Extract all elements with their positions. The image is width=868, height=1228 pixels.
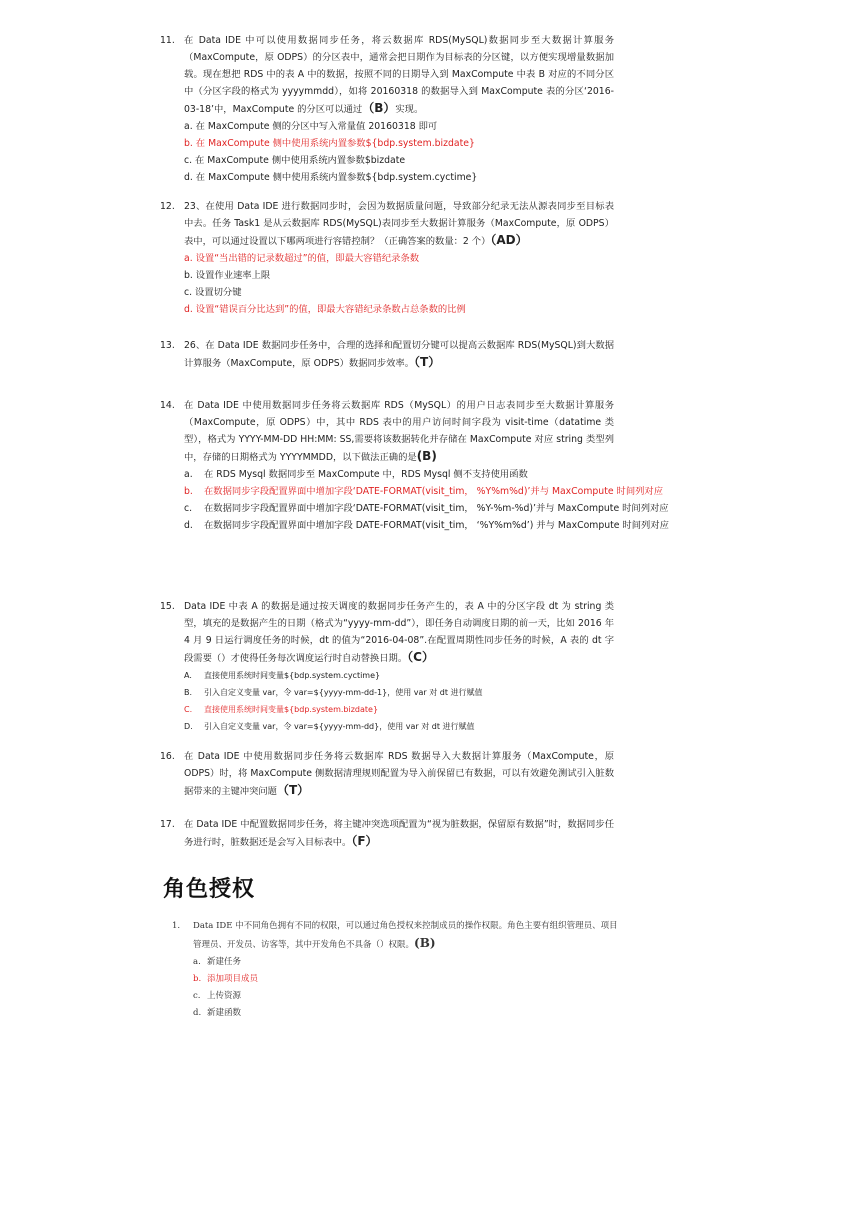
question-11: [160, 32, 614, 186]
option-b-correct: [193, 971, 622, 988]
question-15: [160, 598, 614, 735]
question-stem: Data IDE 中表 A 的数据是通过按天调度的数据同步任务产生的，表 A 中的分区字段 dt 为 string 类型，填充的是数据产生的日期（格式为“yyyy-mm-dd”），即任务自动调度日期的前一天，比如 2016 年 4 月 9 日运行调度任务的时候，dt 的值为“2016-04-08”.在配置周期性同步任务的时候，A 表的 dt 字段需要（）才使得任务每次调度运行时自动替换日期。（C）: [184, 601, 614, 664]
question-number: 16.: [160, 751, 175, 762]
option-text: 在 RDS Mysql 数据同步至 MaxCompute 中，RDS Mysql 侧不支持使用函数: [204, 469, 528, 480]
option-a-correct: a. 设置“当出错的记录数超过”的值，即最大容错纪录条数: [184, 253, 420, 264]
question-17: [160, 816, 614, 851]
option-letter: b.: [184, 486, 193, 497]
option-text: 引入自定义变量 var，令 var=${yyyy-mm-dd}，使用 var 对 dt 进行赋值: [204, 722, 475, 731]
question-number: 17.: [160, 819, 175, 830]
answer-mark: (B): [416, 449, 437, 463]
option-list: [184, 667, 614, 735]
question-16: [160, 748, 614, 800]
option-list: [184, 118, 614, 186]
option-list: [184, 466, 669, 534]
option-c: [184, 500, 669, 517]
option-text: 新建任务: [207, 957, 242, 967]
answer-mark: (B): [414, 936, 436, 950]
question-stem: 在 Data IDE 中可以使用数据同步任务，将云数据库 RDS(MySQL)数据同步至大数据计算服务（MaxCompute，原 ODPS）的分区表中，通常会把日期作为目标表的分区键，以方便实现增量数据加载。现在想把 RDS 中的表 A 中的数据，按照不同的日期导入到 MaxCompute 中表 B 对应的不同分区中（分区字段的格式为 yyyymmdd），如将 20160318 的数据导入到 MaxCompute 表的分区‘2016-03-18’中，MaxCompute 的分区可以通过（B）实现。: [184, 35, 614, 115]
question-number: 12.: [160, 201, 175, 212]
answer-mark: （AD）: [490, 233, 528, 247]
question-number: 15.: [160, 601, 175, 612]
question-12: [160, 198, 614, 318]
option-letter: A.: [184, 671, 192, 680]
question-number: 14.: [160, 400, 175, 411]
option-b-correct: [184, 483, 664, 500]
answer-mark: （F）: [351, 834, 378, 848]
option-c: c. 在 MaxCompute 侧中使用系统内置参数$bizdate: [184, 155, 406, 166]
question-14: [160, 397, 669, 534]
option-d-correct: d. 设置“错误百分比达到”的值，即最大容错纪录条数占总条数的比例: [184, 304, 466, 315]
question-stem: 26、在 Data IDE 数据同步任务中，合理的选择和配置切分键可以提高云数据库 RDS(MySQL)到大数据计算服务（MaxCompute，原 ODPS）数据同步效率。（T）: [184, 340, 614, 369]
option-text: 新建函数: [207, 1008, 242, 1018]
option-letter: a.: [193, 957, 201, 967]
question-13: [160, 337, 614, 372]
option-text: 上传资源: [207, 991, 242, 1001]
option-d: [184, 718, 614, 735]
option-text: 在数据同步字段配置界面中增加字段‘DATE-FORMAT(visit_tim， %Y-%m-%d)’并与 MaxCompute 时间列对应: [204, 503, 669, 514]
option-d: [193, 1005, 622, 1022]
option-c: [193, 988, 622, 1005]
answer-mark: （T）: [414, 355, 441, 369]
option-letter: d.: [193, 1008, 202, 1018]
section-heading: 角色授权: [163, 877, 256, 902]
option-letter: b.: [193, 974, 202, 984]
option-d: d. 在 MaxCompute 侧中使用系统内置参数${bdp.system.cyctime}: [184, 172, 478, 183]
option-b: [184, 684, 614, 701]
option-a: [184, 466, 614, 483]
option-d: [184, 517, 669, 534]
answer-mark: （T）: [276, 783, 310, 797]
option-letter: a.: [184, 469, 193, 480]
section-question-1: [172, 918, 622, 1022]
question-stem: 在 Data IDE 中使用数据同步任务将云数据库 RDS（MySQL）的用户日志表同步至大数据计算服务（MaxCompute，原 ODPS）中，其中 RDS 表中的用户访问时间字段为 visit-time（datatime 类型），格式为 YYYY-MM-DD HH:MM: SS,需要将该数据转化并存储在 MaxCompute 对应 string 类型列中，存储的日期格式为 YYYYMMDD，以下做法正确的是(B): [184, 400, 614, 463]
question-number: 11.: [160, 35, 175, 46]
option-letter: B.: [184, 688, 193, 697]
option-letter: c.: [184, 503, 193, 514]
option-b: b. 设置作业速率上限: [184, 270, 271, 281]
question-stem: 在 Data IDE 中配置数据同步任务，将主键冲突选项配置为“视为脏数据，保留原有数据”时，数据同步任务进行时，脏数据还是会写入目标表中。（F）: [184, 819, 614, 848]
option-letter: D.: [184, 722, 193, 731]
option-a: [184, 667, 614, 684]
answer-mark: （C）: [407, 650, 434, 664]
option-a: [193, 954, 622, 971]
question-number: 13.: [160, 340, 175, 351]
option-text: 在数据同步字段配置界面中增加字段 DATE-FORMAT(visit_tim， ‘%Y%m%d’) 并与 MaxCompute 时间列对应: [204, 520, 669, 531]
question-number: 1.: [172, 921, 181, 931]
option-text: 添加项目成员: [207, 974, 259, 984]
option-letter: d.: [184, 520, 193, 531]
option-c-correct: [184, 701, 614, 718]
option-list: [184, 250, 614, 318]
option-b-correct: b. 在 MaxCompute 侧中使用系统内置参数${bdp.system.bizdate}: [184, 138, 475, 149]
answer-mark: （B）: [362, 101, 396, 115]
option-c: c. 设置切分键: [184, 287, 242, 298]
question-stem: 23、在使用 Data IDE 进行数据同步时，会因为数据质量问题，导致部分纪录无法从源表同步至目标表中去。任务 Task1 是从云数据库 RDS(MySQL)表同步至大数据计算服务（MaxCompute，原 ODPS）表中，可以通过设置以下哪两项进行容错控制？（正确答案的数量：2 个）（AD）: [184, 201, 614, 247]
option-letter: C.: [184, 705, 193, 714]
option-text: 引入自定义变量 var，令 var=${yyyy-mm-dd-1}，使用 var 对 dt 进行赋值: [204, 688, 483, 697]
option-a: a. 在 MaxCompute 侧的分区中写入常量值 20160318 即可: [184, 121, 438, 132]
question-stem: Data IDE 中不同角色拥有不同的权限，可以通过角色授权来控制成员的操作权限。角色主要有组织管理员、项目管理员、开发员、访客等，其中开发角色不具备（）权限。(B): [193, 921, 618, 950]
question-stem: 在 Data IDE 中使用数据同步任务将云数据库 RDS 数据导入大数据计算服务（MaxCompute，原 ODPS）时，将 MaxCompute 侧数据清理规则配置为导入前保留已有数据，可以有效避免测试引入脏数据带来的主键冲突问题（T）: [184, 751, 614, 797]
option-text: 直接使用系统时间变量${bdp.system.cyctime}: [204, 671, 381, 680]
option-text: 直接使用系统时间变量${bdp.system.bizdate}: [204, 705, 379, 714]
option-text: 在数据同步字段配置界面中增加字段‘DATE-FORMAT(visit_tim， %Y%m%d)’并与 MaxCompute 时间列对应: [204, 486, 664, 497]
option-list: [193, 954, 622, 1022]
option-letter: c.: [193, 991, 201, 1001]
